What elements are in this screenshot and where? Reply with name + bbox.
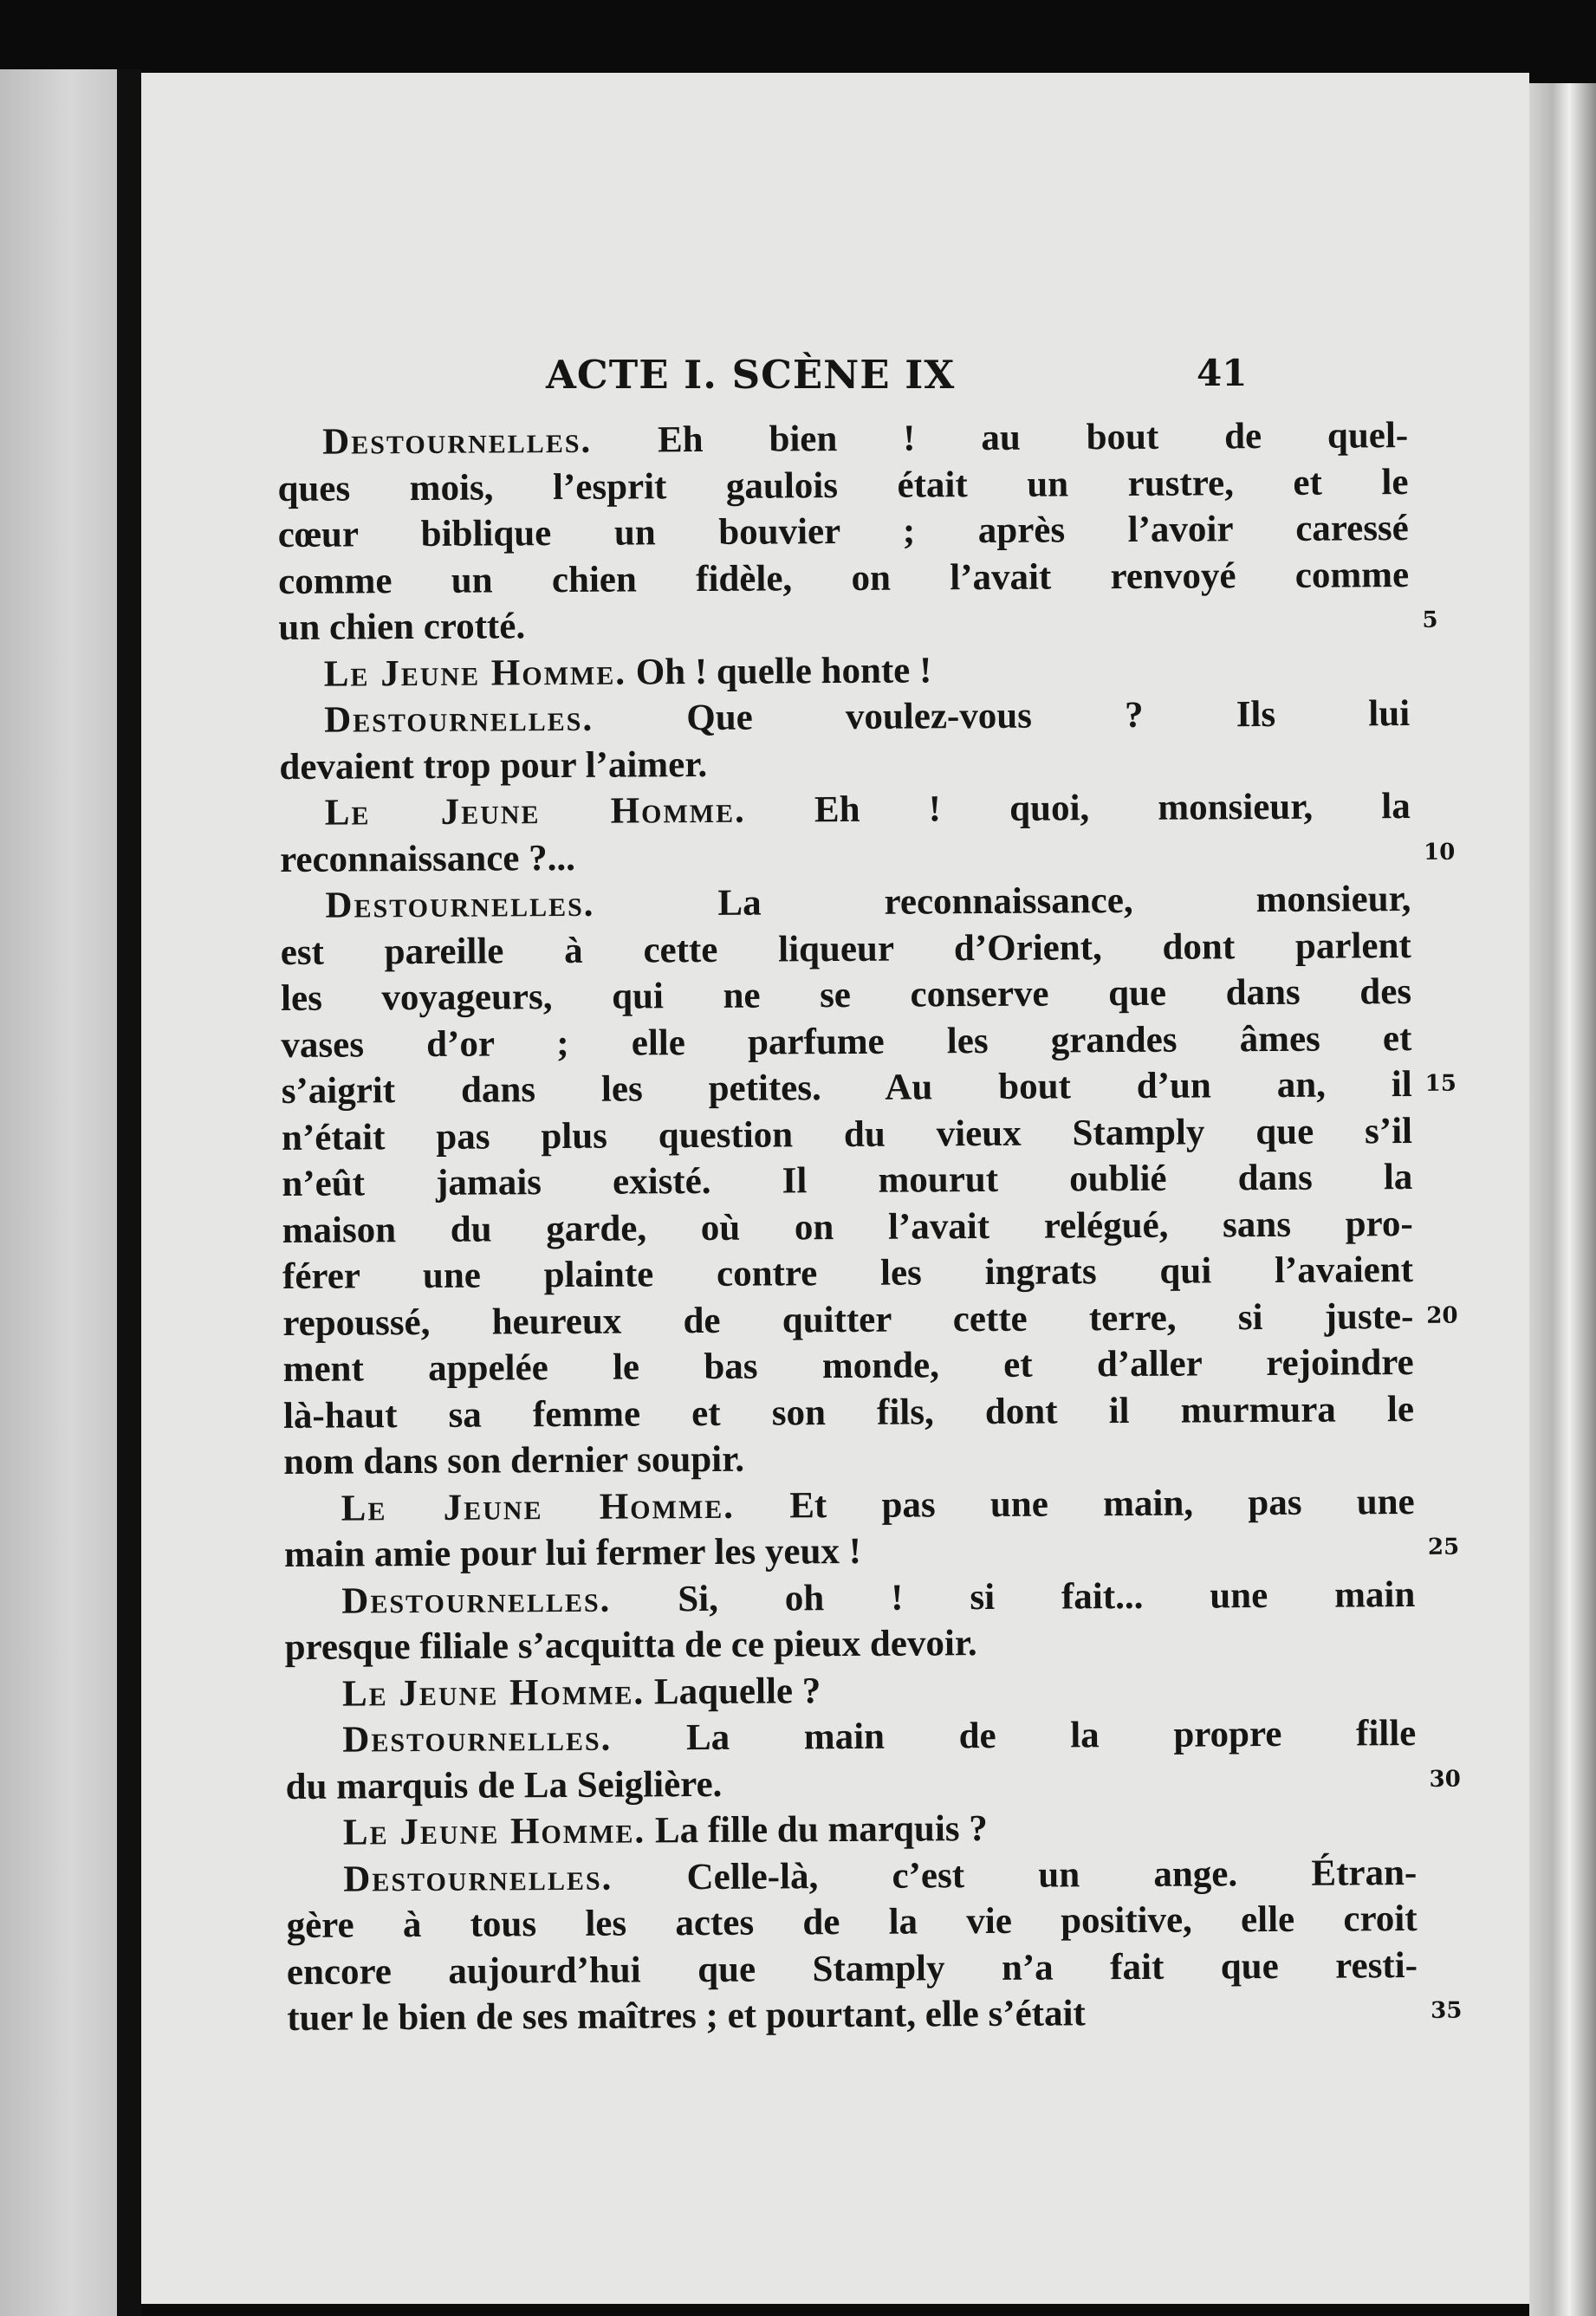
line-text: ment appelée le bas monde, et d’aller rejoindre [282,1342,1414,1390]
speaker-name: Destournelles. [323,697,594,741]
line-number: 5 [1422,607,1438,633]
line-text: encore aujourd’hui que Stamply n’a fait que resti- [286,1944,1418,1993]
line-text: n’était pas plus question du vieux Stamply que s’il [281,1110,1413,1158]
text-line [283,1525,1460,1578]
text-line [284,1572,1415,1625]
line-number: 15 [1424,1070,1457,1097]
line-text: repoussé, heureux de quitter cette terre, si juste- [282,1295,1414,1344]
text-line [277,412,1408,465]
text-line [286,1849,1417,1902]
line-text: reconnaissance ?... [279,837,576,880]
line-text: vases d’or ; elle parfume les grandes âmes et [281,1017,1412,1066]
speaker-name: Destournelles. [342,1717,613,1761]
text-line [279,691,1410,743]
line-text: est pareille à cette liqueur d’Orient, dont parlent [280,924,1411,973]
line-text: devaient trop pour l’aimer. [279,743,708,788]
speaker-name: Le Jeune Homme. [323,652,627,695]
text-line [286,1896,1417,1949]
line-number: 30 [1429,1766,1461,1793]
play-text [277,412,1463,2041]
text-line [285,1710,1416,1763]
line-text: les voyageurs, qui ne se conserve que dans des [280,971,1412,1019]
text-line [279,737,1410,790]
line-text: comme un chien fidèle, on l’avait renvoyé comme [277,554,1410,602]
text-line [281,1061,1457,1114]
page-block-edge [1529,83,1596,2316]
speaker-name: Le Jeune Homme. [342,1810,646,1853]
text-line [279,830,1456,883]
book-page [141,73,1529,2304]
line-text: maison du garde, où on l’avait relégué, sans pro- [282,1203,1413,1251]
speaker-name: Destournelles. [325,883,595,926]
line-text: un chien crotté. [278,606,526,648]
book-gutter [117,69,141,2316]
speaker-name: Destournelles. [343,1857,613,1900]
text-line [279,645,1410,697]
line-text: main amie pour lui fermer les yeux ! [283,1530,862,1575]
line-text: s’aigrit dans les petites. Au bout d’un an, il [281,1064,1412,1112]
line-text: gère à tous les actes de la vie positive, elle croit [286,1898,1418,1946]
text-line [282,1294,1458,1346]
text-line [281,923,1411,976]
text-line [282,1201,1413,1254]
running-title: ACTE I. SCÈNE IX [546,352,956,398]
line-text: Eh bien ! au bout de quel- [657,415,1409,461]
line-text: Celle-là, c’est un ange. Étran- [686,1852,1418,1898]
line-text: nom dans son dernier soupir. [283,1438,745,1482]
line-text: presque filiale s’acquitta de ce pieux devoir. [284,1623,977,1668]
line-text: Oh ! quelle honte ! [635,649,932,692]
line-text: n’eût jamais existé. Il mourut oublié dans la [282,1157,1413,1204]
speaker-name: Le Jeune Homme. [324,789,746,834]
line-text: ques mois, l’esprit gaulois était un rustre, et le [277,461,1409,509]
line-text: Laquelle ? [653,1670,821,1712]
text-line [283,1340,1414,1392]
text-line [281,969,1411,1022]
text-line [282,1154,1412,1207]
text-line [280,876,1411,929]
text-line [278,505,1409,558]
text-line [282,1247,1413,1300]
text-line [282,1108,1412,1161]
text-line [277,459,1408,512]
line-text: Et pas une main, pas une [789,1481,1415,1526]
line-text: là-haut sa femme et son fils, dont il murmura le [282,1388,1415,1437]
line-text: Que voulez-vous ? Ils lui [686,693,1411,739]
text-line [284,1479,1415,1532]
text-line [286,1803,1417,1856]
text-line [285,1756,1461,1809]
line-number: 20 [1426,1302,1458,1329]
line-number: 10 [1423,839,1456,866]
line-number: 25 [1427,1534,1460,1560]
speaker-name: Destournelles. [322,419,593,463]
text-line [283,1432,1414,1485]
text-line [281,1015,1411,1068]
text-line [287,1942,1418,1995]
line-number: 35 [1431,1997,1463,2024]
line-text: Eh ! quoi, monsieur, la [814,786,1411,831]
facing-page-edge [0,69,117,2316]
text-line [287,1988,1463,2041]
line-text: férer une plainte contre les ingrats qui l’avaient [282,1249,1414,1297]
speaker-name: Destournelles. [341,1579,612,1622]
line-text: Si, oh ! si fait... une main [678,1573,1416,1619]
text-line [284,1618,1415,1671]
text-line [278,598,1438,651]
line-text: tuer le bien de ses maîtres ; et pourtant, elle s’était [287,1993,1086,2039]
text-line [285,1664,1416,1717]
line-text: du marquis de La Seiglière. [285,1763,723,1807]
text-line [278,552,1409,605]
text-line [280,783,1411,836]
line-text: La reconnaissance, monsieur, [717,879,1411,924]
running-header [141,352,1529,404]
line-text: La fille du marquis ? [654,1808,988,1852]
line-text: cœur biblique un bouvier ; après l’avoir caressé [277,508,1409,555]
speaker-name: Le Jeune Homme. [341,1671,646,1715]
text-line [283,1386,1414,1439]
speaker-name: Le Jeune Homme. [341,1485,736,1529]
page-number: 41 [1197,352,1248,394]
line-text: La main de la propre fille [685,1713,1417,1759]
